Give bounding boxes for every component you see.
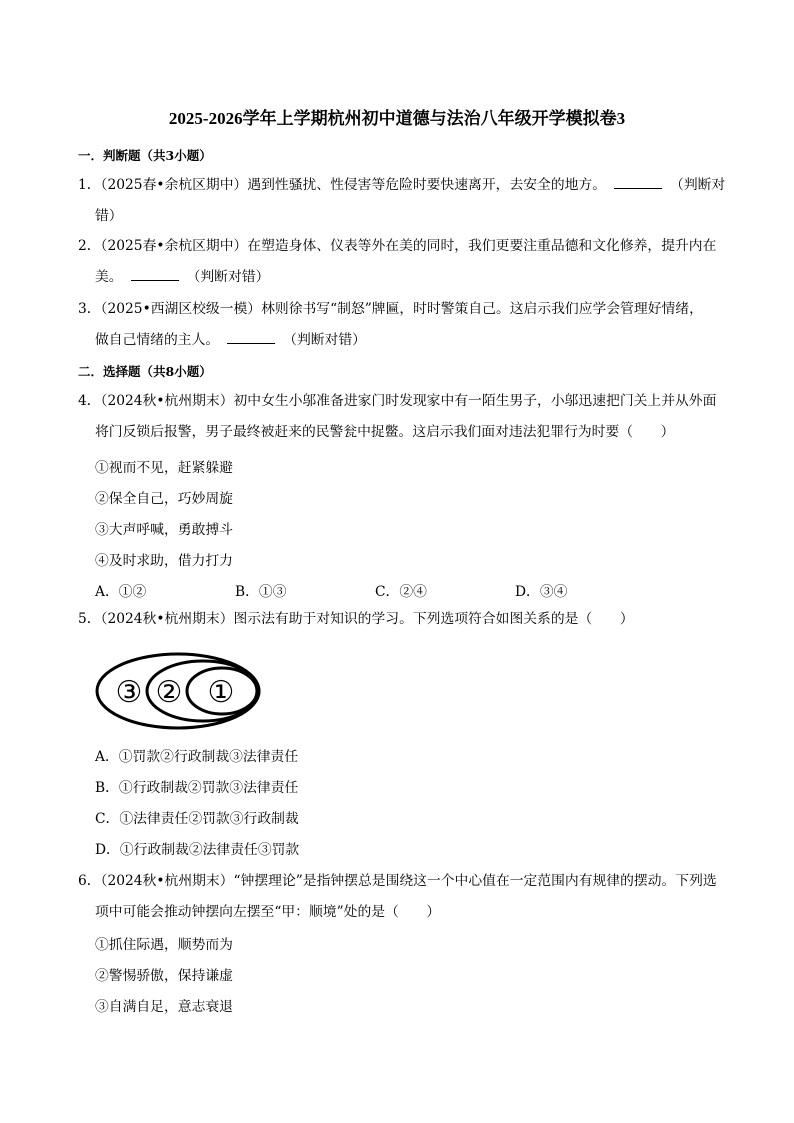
- question-6-text: 6．（2024秋•杭州期末）“钟摆理论”是指钟摆总是围绕这一个中心值在一定范围内有规律的摆动。下列选: [78, 873, 717, 889]
- question-4-text: 4．（2024秋•杭州期末）初中女生小邬准备进家门时发现家中有一陌生男子，小邬迅速把门关上并从外面: [78, 393, 717, 409]
- question-1-cont: 错）: [95, 208, 123, 224]
- answer-choices: [95, 580, 655, 600]
- answer-blank: [614, 175, 662, 189]
- section-heading-choice: 二．选择题（共8小题）: [78, 364, 212, 379]
- label-1: ①: [207, 675, 235, 710]
- question-1: [78, 170, 726, 232]
- choice-c: C．②④: [375, 584, 427, 600]
- question-2-tail: （判断对错）: [186, 269, 270, 285]
- nested-circles-diagram: [95, 650, 265, 732]
- statement-2: ②保全自己，巧妙周旋: [95, 491, 233, 507]
- question-2-cont: 美。: [95, 269, 123, 285]
- choice-a: A．①罚款②行政制裁③法律责任: [95, 749, 299, 765]
- question-2: [78, 231, 718, 293]
- question-3: [78, 294, 718, 356]
- question-4: [78, 386, 718, 448]
- choice-b: B．①行政制裁②罚款③法律责任: [95, 780, 299, 796]
- section-heading-judgement: 一．判断题（共3小题）: [78, 148, 212, 163]
- statement-1: ①视而不见，赶紧躲避: [95, 460, 233, 476]
- answer-blank: [227, 330, 275, 344]
- question-3-text: 3．（2025•西湖区校级一模）林则徐书写“制怒”牌匾，时时警策自己。这启示我们应学会管理好情绪，: [78, 301, 703, 317]
- question-1-tail: （判断对: [670, 177, 726, 193]
- choice-a: A．①②: [95, 584, 147, 600]
- answer-blank: [131, 267, 179, 281]
- question-1-text: 1．（2025春•余杭区期中）遇到性骚扰、性侵害等危险时要快速离开，去安全的地方。: [78, 177, 607, 193]
- choice-d: D．③④: [515, 584, 568, 600]
- question-4-cont: 将门反锁后报警，男子最终被赶来的民警瓮中捉鳖。这启示我们面对违法犯罪行为时要（ ）: [95, 424, 675, 440]
- question-2-text: 2．（2025春•余杭区期中）在塑造身体、仪表等外在美的同时，我们更要注重品德和文化修养，提升内在: [78, 238, 717, 254]
- question-6: [78, 866, 718, 928]
- statement-3: ③自满自足，意志衰退: [95, 999, 233, 1015]
- question-6-cont: 项中可能会推动钟摆向左摆至“甲：顺境”处的是（ ）: [95, 904, 441, 920]
- question-5-text: 5．（2024秋•杭州期末）图示法有助于对知识的学习。下列选项符合如图关系的是（ ）: [78, 611, 634, 627]
- question-3-cont: 做自己情绪的主人。: [95, 332, 220, 348]
- page-title: 2025-2026学年上学期杭州初中道德与法治八年级开学模拟卷3: [168, 109, 626, 128]
- question-3-tail: （判断对错）: [283, 332, 366, 348]
- choice-c: C．①法律责任②罚款③行政制裁: [95, 811, 299, 827]
- question-5: [78, 604, 718, 635]
- statement-2: ②警惕骄傲，保持谦虚: [95, 968, 233, 984]
- statement-4: ④及时求助，借力打力: [95, 553, 233, 569]
- choice-d: D．①行政制裁②法律责任③罚款: [95, 842, 300, 858]
- statement-1: ①抓住际遇，顺势而为: [95, 937, 233, 953]
- statement-3: ③大声呼喊，勇敢搏斗: [95, 522, 233, 538]
- choice-b: B．①③: [235, 584, 287, 600]
- label-3: ③: [115, 675, 143, 710]
- label-2: ②: [155, 675, 183, 710]
